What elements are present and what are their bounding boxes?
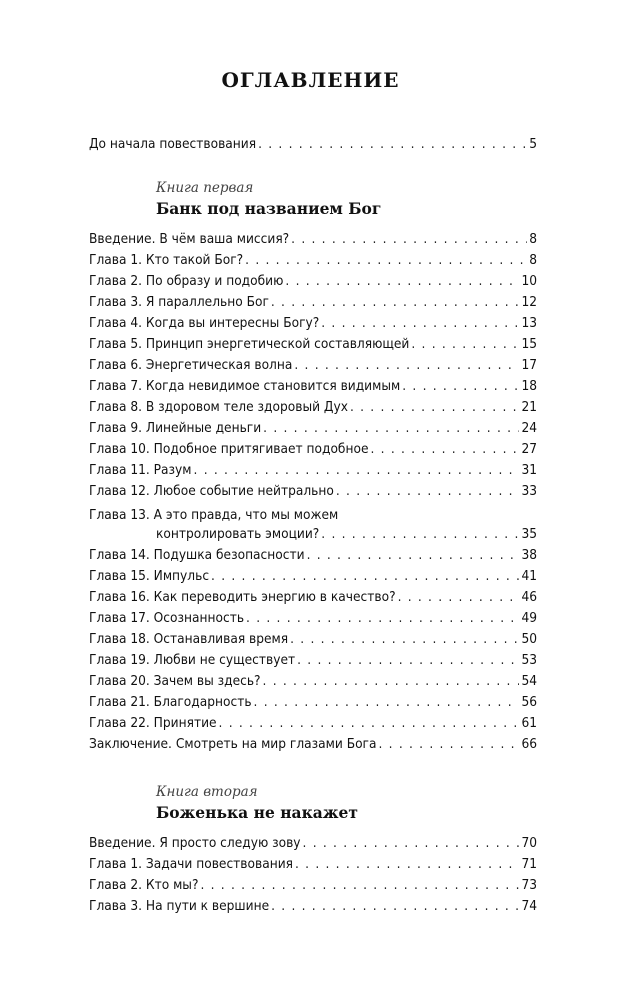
toc-entry bbox=[89, 736, 537, 756]
dot-leader bbox=[303, 835, 520, 851]
entry-label: Глава 7. Когда невидимое становится видимым bbox=[89, 378, 401, 394]
entry-page: 8 bbox=[529, 231, 537, 247]
entry-label: Глава 6. Энергетическая волна bbox=[89, 357, 293, 373]
entry-label: Глава 14. Подушка безопасности bbox=[89, 547, 305, 563]
entry-label: Глава 12. Любое событие нейтрально bbox=[89, 483, 334, 499]
entry-page: 27 bbox=[521, 441, 537, 457]
toc-entry bbox=[89, 273, 537, 293]
entry-page: 41 bbox=[521, 568, 537, 584]
toc-entry bbox=[89, 673, 537, 693]
entry-page: 5 bbox=[529, 136, 537, 152]
dot-leader bbox=[200, 877, 519, 893]
page-title: ОГЛАВЛЕНИЕ bbox=[221, 68, 400, 92]
entry-label: Глава 22. Принятие bbox=[89, 715, 217, 731]
entry-page: 21 bbox=[521, 399, 537, 415]
entry-label: Глава 10. Подобное притягивает подобное bbox=[89, 441, 369, 457]
entry-label: Глава 18. Останавливая время bbox=[89, 631, 289, 647]
toc-entry bbox=[89, 399, 537, 419]
dot-leader bbox=[246, 610, 519, 626]
book2-label: Книга вторая bbox=[156, 784, 258, 800]
entry-label: Глава 15. Импульс bbox=[89, 568, 210, 584]
entry-page: 70 bbox=[521, 835, 537, 851]
entry-page: 54 bbox=[521, 673, 537, 689]
toc-entry bbox=[89, 589, 537, 609]
entry-page: 53 bbox=[521, 652, 537, 668]
toc-entry bbox=[89, 315, 537, 335]
entry-label: Глава 5. Принцип энергетической составляющей bbox=[89, 336, 410, 352]
entry-label: Глава 2. Кто мы? bbox=[89, 877, 199, 893]
toc-entry bbox=[89, 441, 537, 461]
book1-label: Книга первая bbox=[156, 180, 254, 196]
dot-leader bbox=[402, 378, 519, 394]
entry-page: 46 bbox=[521, 589, 537, 605]
entry-label: Глава 11. Разум bbox=[89, 462, 192, 478]
toc-entry bbox=[89, 631, 537, 651]
entry-page: 50 bbox=[521, 631, 537, 647]
entry-label: Глава 9. Линейные деньги bbox=[89, 420, 262, 436]
toc-entry-line2 bbox=[156, 526, 537, 546]
dot-leader bbox=[378, 736, 519, 752]
entry-label: Глава 3. Я параллельно Бог bbox=[89, 294, 269, 310]
toc-entry bbox=[89, 835, 537, 855]
entry-label: Глава 17. Осознанность bbox=[89, 610, 245, 626]
entry-page: 73 bbox=[521, 877, 537, 893]
entry-page: 35 bbox=[521, 526, 537, 542]
entry-page: 24 bbox=[521, 420, 537, 436]
toc-entry bbox=[89, 568, 537, 588]
toc-entry bbox=[89, 856, 537, 876]
toc-entry bbox=[89, 336, 537, 356]
dot-leader bbox=[263, 673, 520, 689]
entry-page: 18 bbox=[521, 378, 537, 394]
toc-entry bbox=[89, 877, 537, 897]
dot-leader bbox=[211, 568, 519, 584]
toc-entry bbox=[89, 378, 537, 398]
entry-label: Глава 19. Любви не существует bbox=[89, 652, 296, 668]
toc-entry bbox=[89, 462, 537, 482]
entry-page: 56 bbox=[521, 694, 537, 710]
toc-entry bbox=[89, 715, 537, 735]
entry-page: 13 bbox=[521, 315, 537, 331]
entry-page: 15 bbox=[521, 336, 537, 352]
entry-label: Глава 1. Задачи повествования bbox=[89, 856, 293, 872]
toc-entry bbox=[89, 252, 537, 272]
dot-leader bbox=[297, 652, 519, 668]
entry-page: 10 bbox=[521, 273, 537, 289]
toc-entry bbox=[89, 898, 537, 918]
toc-entry bbox=[89, 652, 537, 672]
dot-leader bbox=[291, 231, 527, 247]
dot-leader bbox=[350, 399, 519, 415]
entry-page: 31 bbox=[521, 462, 537, 478]
entry-page: 33 bbox=[521, 483, 537, 499]
dot-leader bbox=[321, 526, 519, 542]
entry-page: 71 bbox=[521, 856, 537, 872]
dot-leader bbox=[307, 547, 520, 563]
entry-label: Глава 16. Как переводить энергию в качество? bbox=[89, 589, 396, 605]
entry-page: 49 bbox=[521, 610, 537, 626]
dot-leader bbox=[194, 462, 520, 478]
entry-label: Глава 21. Благодарность bbox=[89, 694, 252, 710]
toc-entry bbox=[89, 483, 537, 503]
dot-leader bbox=[290, 631, 519, 647]
dot-leader bbox=[245, 252, 527, 268]
entry-label: До начала повествования bbox=[89, 136, 257, 152]
entry-label: Глава 8. В здоровом теле здоровый Дух bbox=[89, 399, 348, 415]
entry-page: 8 bbox=[529, 252, 537, 268]
dot-leader bbox=[294, 357, 519, 373]
entry-page: 66 bbox=[521, 736, 537, 752]
entry-label: Глава 20. Зачем вы здесь? bbox=[89, 673, 261, 689]
dot-leader bbox=[219, 715, 520, 731]
dot-leader bbox=[285, 273, 519, 289]
toc-entry bbox=[89, 547, 537, 567]
toc-entry bbox=[89, 231, 537, 251]
dot-leader bbox=[254, 694, 520, 710]
toc-entry bbox=[89, 357, 537, 377]
entry-page: 61 bbox=[521, 715, 537, 731]
dot-leader bbox=[398, 589, 520, 605]
entry-label: Глава 1. Кто такой Бог? bbox=[89, 252, 244, 268]
entry-label: контролировать эмоции? bbox=[156, 526, 320, 542]
entry-page: 38 bbox=[521, 547, 537, 563]
entry-label: Введение. Я просто следую зову bbox=[89, 835, 301, 851]
entry-label: Глава 2. По образу и подобию bbox=[89, 273, 284, 289]
toc-entry bbox=[89, 610, 537, 630]
toc-entry bbox=[89, 694, 537, 714]
dot-leader bbox=[271, 294, 520, 310]
dot-leader bbox=[370, 441, 519, 457]
dot-leader bbox=[258, 136, 527, 152]
entry-page: 17 bbox=[521, 357, 537, 373]
dot-leader bbox=[321, 315, 519, 331]
book1-title: Банк под названием Бог bbox=[156, 199, 382, 218]
entry-label: Глава 3. На пути к вершине bbox=[89, 898, 270, 914]
dot-leader bbox=[411, 336, 519, 352]
dot-leader bbox=[336, 483, 520, 499]
toc-entry-line1: Глава 13. А это правда, что мы можем bbox=[89, 507, 339, 523]
dot-leader bbox=[263, 420, 519, 436]
entry-label: Заключение. Смотреть на мир глазами Бога bbox=[89, 736, 377, 752]
toc-entry bbox=[89, 294, 537, 314]
book2-title: Боженька не накажет bbox=[156, 803, 358, 822]
dot-leader bbox=[295, 856, 519, 872]
entry-page: 12 bbox=[521, 294, 537, 310]
toc-entry bbox=[89, 420, 537, 440]
dot-leader bbox=[271, 898, 519, 914]
entry-label: Введение. В чём ваша миссия? bbox=[89, 231, 290, 247]
toc-entry-intro bbox=[89, 136, 537, 156]
entry-label: Глава 4. Когда вы интересны Богу? bbox=[89, 315, 320, 331]
entry-page: 74 bbox=[521, 898, 537, 914]
